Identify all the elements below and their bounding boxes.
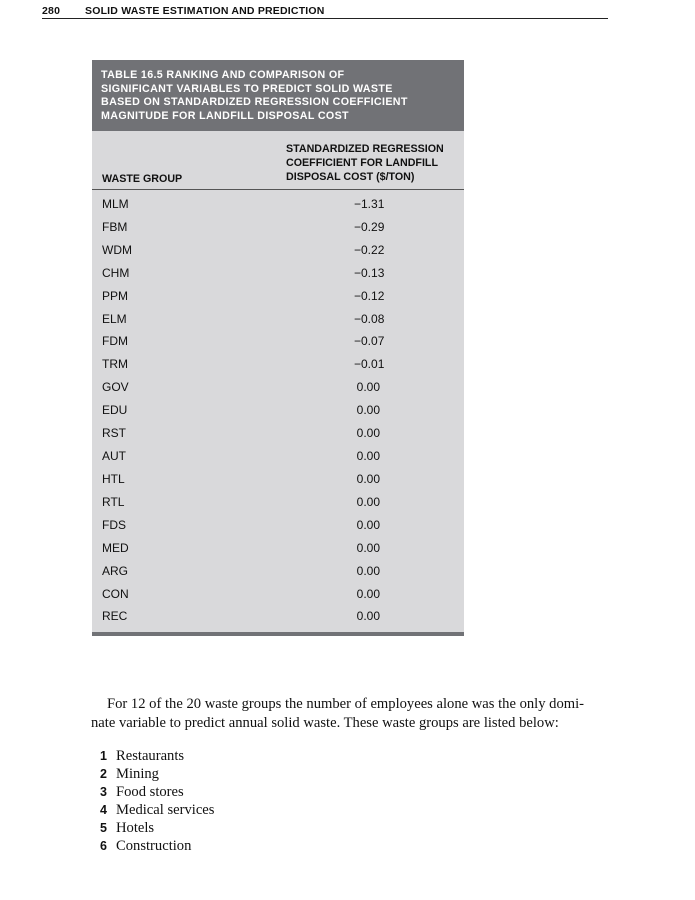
cell-value: −0.22 <box>354 243 385 257</box>
caption-line: BASED ON STANDARDIZED REGRESSION COEFFICIENT <box>101 96 408 108</box>
col-header-line: DISPOSAL COST ($/TON) <box>286 171 415 183</box>
cell-value: 0.00 <box>356 541 380 555</box>
list-item <box>100 765 214 783</box>
col-header-line: COEFFICIENT FOR LANDFILL <box>286 157 438 169</box>
table-row <box>92 377 464 400</box>
cell-group: ELM <box>102 312 127 326</box>
cell-group: PPM <box>102 289 129 303</box>
paragraph-line: nate variable to predict annual solid waste. These waste groups are listed below: <box>91 715 559 731</box>
table-row <box>92 354 464 377</box>
cell-group: FDM <box>102 334 128 348</box>
cell-value: 0.00 <box>356 380 380 394</box>
cell-value: −0.12 <box>354 289 385 303</box>
list-text: Food stores <box>116 784 184 800</box>
table-row <box>92 194 464 217</box>
cell-group: FDS <box>102 518 126 532</box>
cell-value: 0.00 <box>356 472 380 486</box>
cell-value: 0.00 <box>356 495 380 509</box>
cell-value: 0.00 <box>356 403 380 417</box>
cell-value: −0.13 <box>354 266 385 280</box>
list-item <box>100 747 214 765</box>
caption-line: SIGNIFICANT VARIABLES TO PREDICT SOLID WASTE <box>101 82 393 95</box>
table-row <box>92 331 464 354</box>
cell-group: ARG <box>102 564 129 578</box>
list-item <box>100 819 214 837</box>
table-row <box>92 423 464 446</box>
paragraph-line: For 12 of the 20 waste groups the number of employees alone was the only domi- <box>107 696 585 712</box>
cell-group: TRM <box>102 357 128 371</box>
table-row <box>92 515 464 538</box>
cell-value: −0.07 <box>354 334 385 348</box>
table-row <box>92 400 464 423</box>
cell-value: 0.00 <box>356 518 380 532</box>
list-number: 1 <box>100 749 107 763</box>
cell-value: 0.00 <box>356 426 380 440</box>
col-header-waste-group: WASTE GROUP <box>102 173 183 185</box>
cell-value: −0.08 <box>354 312 385 326</box>
list-item <box>100 837 214 855</box>
list-text: Medical services <box>116 802 215 818</box>
table-row <box>92 492 464 515</box>
col-header-line: STANDARDIZED REGRESSION <box>286 143 444 155</box>
cell-group: RST <box>102 426 126 440</box>
cell-group: EDU <box>102 403 128 417</box>
cell-value: −0.29 <box>354 220 385 234</box>
cell-group: CHM <box>102 266 130 280</box>
table-row <box>92 240 464 263</box>
cell-group: REC <box>102 609 128 623</box>
cell-value: −1.31 <box>354 197 385 211</box>
table-row <box>92 538 464 561</box>
list-number: 2 <box>100 767 107 781</box>
cell-group: WDM <box>102 243 132 257</box>
list-text: Hotels <box>116 820 155 836</box>
cell-value: −0.01 <box>354 357 385 371</box>
table-row <box>92 469 464 492</box>
table-row <box>92 561 464 584</box>
cell-group: CON <box>102 587 129 601</box>
cell-value: 0.00 <box>356 449 380 463</box>
table <box>92 60 464 636</box>
table-header <box>92 131 464 190</box>
table-row <box>92 263 464 286</box>
table-row <box>92 309 464 332</box>
table-row <box>92 217 464 240</box>
cell-group: MED <box>102 541 129 555</box>
cell-value: 0.00 <box>356 587 380 601</box>
list-text: Mining <box>116 766 159 782</box>
table-row <box>92 446 464 469</box>
list-text: Restaurants <box>116 748 185 764</box>
cell-group: RTL <box>102 495 125 509</box>
cell-group: AUT <box>102 449 126 463</box>
caption-line: MAGNITUDE FOR LANDFILL DISPOSAL COST <box>101 109 349 122</box>
table-row <box>92 606 464 629</box>
cell-group: FBM <box>102 220 128 234</box>
list-text: Construction <box>116 838 192 854</box>
page-number: 280 <box>42 5 61 17</box>
table-row <box>92 584 464 607</box>
cell-group: HTL <box>102 472 125 486</box>
list-number: 6 <box>100 839 107 853</box>
list-item <box>100 783 214 801</box>
list-item <box>100 801 214 819</box>
cell-value: 0.00 <box>356 564 380 578</box>
body-paragraph <box>91 695 617 733</box>
cell-value: 0.00 <box>356 609 380 623</box>
running-head <box>42 5 608 19</box>
list-number: 5 <box>100 821 107 835</box>
table-row <box>92 286 464 309</box>
table-caption <box>92 60 464 131</box>
col-header-coefficient <box>286 142 444 184</box>
list-number: 4 <box>100 803 107 817</box>
cell-group: GOV <box>102 380 129 394</box>
running-title: SOLID WASTE ESTIMATION AND PREDICTION <box>85 5 325 17</box>
numbered-list <box>100 747 214 855</box>
caption-line: TABLE 16.5 RANKING AND COMPARISON OF <box>101 69 345 81</box>
table-bottom-rule <box>92 632 464 636</box>
cell-group: MLM <box>102 197 129 211</box>
list-number: 3 <box>100 785 107 799</box>
